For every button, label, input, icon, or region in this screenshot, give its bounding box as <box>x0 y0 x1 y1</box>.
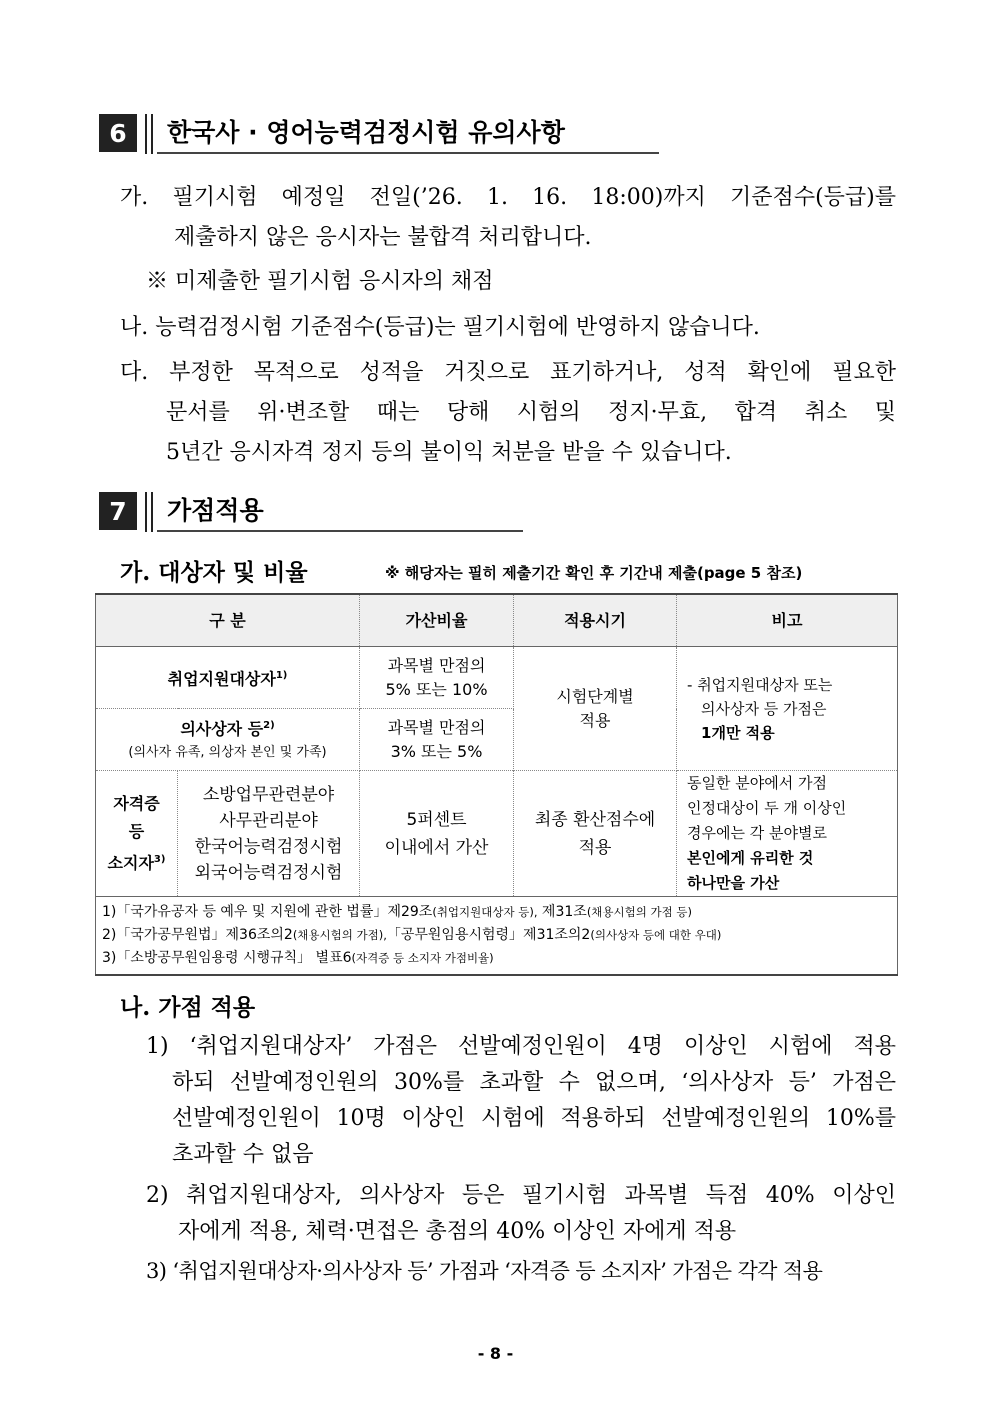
row3-fields-cell <box>178 771 360 897</box>
section-6-title: 한국사 · 영어능력검정시험 유의사항 <box>157 114 659 154</box>
row3-name-line1: 자격증 <box>113 793 160 813</box>
row3-name-line2: 등 <box>128 821 145 841</box>
section-7-divider-bars <box>143 492 157 532</box>
row1-sup: 1) <box>275 669 288 681</box>
table-row-certificate <box>96 771 898 897</box>
row12-timing-line2: 적용 <box>579 710 611 730</box>
row3-ratio-cell <box>360 771 514 897</box>
footnote-2: 2)「국가공무원법」제36조의2(채용시험의 가점),「공무원임용시험령」제31조의2(의사상자 등에 대한 우대) <box>102 927 722 943</box>
header-ratio: 가산비율 <box>360 594 514 647</box>
row2-name-cell <box>96 709 360 771</box>
section-6-item-da-line3: 5년간 응시자격 정지 등의 불이익 처분을 받을 수 있습니다. <box>166 440 732 465</box>
row3-remark-line1: 동일한 분야에서 가점 <box>687 774 827 792</box>
section-6-number: 6 <box>99 114 137 152</box>
section-7-sub-na-title: 나. 가점 적용 <box>120 994 256 1021</box>
bonus-points-table <box>95 593 898 976</box>
row3-timing-line2: 적용 <box>578 837 612 858</box>
row1-name: 취업지원대상자 <box>167 669 276 689</box>
table-footnotes-row <box>96 897 898 976</box>
row3-timing-line1: 최종 환산점수에 <box>534 809 656 830</box>
section-6-item-ga-line2: 제출하지 않은 응시자는 불합격 처리합니다. <box>174 225 592 250</box>
na1-line3: 선발예정인원이 10명 이상인 시험에 적용하되 선발예정인원의 10%를 <box>172 1106 896 1131</box>
section-7-title: 가점적용 <box>157 492 523 532</box>
footnote-1: 1)「국가유공자 등 예우 및 지원에 관한 법률」제29조(취업지원대상자 등), 제31조(채용시험의 가점 등) <box>102 904 692 920</box>
row1-ratio-line2: 5% 또는 10% <box>385 679 488 699</box>
section-7-header <box>99 492 523 532</box>
table-header-row <box>96 594 898 647</box>
footnote-3: 3)「소방공무원임용령 시행규칙」 별표6(자격증 등 소지자 가점비율) <box>102 950 494 966</box>
row3-remark-line3: 경우에는 각 분야별로 <box>687 824 827 842</box>
na3-line1: 3) ‘취업지원대상자·의사상자 등’ 가점과 ‘자격증 등 소지자’ 가점은 각각 적용 <box>146 1259 823 1283</box>
row3-name-cell <box>96 771 178 897</box>
row3-sup: 3) <box>153 853 166 865</box>
section-6-item-da-line2: 문서를 위·변조할 때는 당해 시험의 정지·무효, 합격 취소 및 <box>166 400 896 425</box>
row3-name-line3: 소지자 <box>107 853 154 873</box>
section-6-divider-bars <box>143 114 157 154</box>
section-7-number: 7 <box>99 492 137 530</box>
na1-line1: 1) ‘취업지원대상자’ 가점은 선발예정인원이 4명 이상인 시험에 적용 <box>146 1034 896 1059</box>
table-row-employment <box>96 647 898 709</box>
page-number: - 8 - <box>477 1344 514 1363</box>
row2-sup: 2) <box>263 719 275 731</box>
row3-field-4: 외국어능력검정시험 <box>194 862 343 883</box>
row12-timing-line1: 시험단계별 <box>556 686 634 706</box>
row3-field-1: 소방업무관련분야 <box>202 784 335 805</box>
row3-remark-line5: 하나만을 가산 <box>687 874 780 892</box>
header-category: 구 분 <box>96 594 360 647</box>
header-timing: 적용시기 <box>514 594 677 647</box>
row3-timing-cell <box>514 771 677 897</box>
row12-remark-line2: 의사상자 등 가점은 <box>701 699 827 718</box>
section-7-sub-ga-note: ※ 해당자는 필히 제출기간 확인 후 기간내 제출(page 5 참조) <box>385 564 803 582</box>
header-remark: 비고 <box>677 594 898 647</box>
row1-ratio-line1: 과목별 만점의 <box>387 655 486 675</box>
row2-ratio-cell <box>360 709 514 771</box>
row3-remark-cell <box>677 771 898 897</box>
row3-remark-line2: 인정대상이 두 개 이상인 <box>687 799 847 817</box>
row12-remark-line1: - 취업지원대상자 또는 <box>687 675 833 694</box>
section-6-item-na: 나. 능력검정시험 기준점수(등급)는 필기시험에 반영하지 않습니다. <box>120 315 760 340</box>
section-6-item-ga-note: ※ 미제출한 필기시험 응시자의 채점 <box>146 269 494 294</box>
footnotes-cell <box>96 897 898 976</box>
section-6-item-da-line1: 다. 부정한 목적으로 성적을 거짓으로 표기하거나, 성적 확인에 필요한 <box>120 360 896 385</box>
row12-timing-cell <box>514 647 677 771</box>
row2-sub: (의사자 유족, 의상자 본인 및 가족) <box>128 745 327 761</box>
row1-ratio-cell <box>360 647 514 709</box>
na1-line4: 초과할 수 없음 <box>172 1142 314 1167</box>
row3-ratio-line2: 이내에서 가산 <box>384 837 489 858</box>
row3-field-3: 한국어능력검정시험 <box>194 836 343 857</box>
row12-remark-line3: 1개만 적용 <box>701 723 775 742</box>
na2-line1: 2) 취업지원대상자, 의사상자 등은 필기시험 과목별 득점 40% 이상인 <box>146 1183 896 1208</box>
row1-name-cell <box>96 647 360 709</box>
row12-remark-cell <box>677 647 898 771</box>
row3-ratio-line1: 5퍼센트 <box>406 809 467 830</box>
na1-line2: 하되 선발예정인원의 30%를 초과할 수 없으며, ‘의사상자 등’ 가점은 <box>172 1070 896 1095</box>
section-7-sub-ga-title: 가. 대상자 및 비율 <box>120 559 308 586</box>
section-6-item-ga-line1: 가. 필기시험 예정일 전일(’26. 1. 16. 18:00)까지 기준점수(등급)를 <box>120 185 896 210</box>
row2-ratio-line2: 3% 또는 5% <box>390 741 483 761</box>
row3-remark-line4: 본인에게 유리한 것 <box>687 849 814 867</box>
section-6-header <box>99 114 659 154</box>
row3-field-2: 사무관리분야 <box>219 810 318 831</box>
na2-line2: 자에게 적용, 체력·면접은 총점의 40% 이상인 자에게 적용 <box>178 1219 737 1244</box>
row2-name: 의사상자 등 <box>180 719 264 739</box>
row2-ratio-line1: 과목별 만점의 <box>387 717 486 737</box>
